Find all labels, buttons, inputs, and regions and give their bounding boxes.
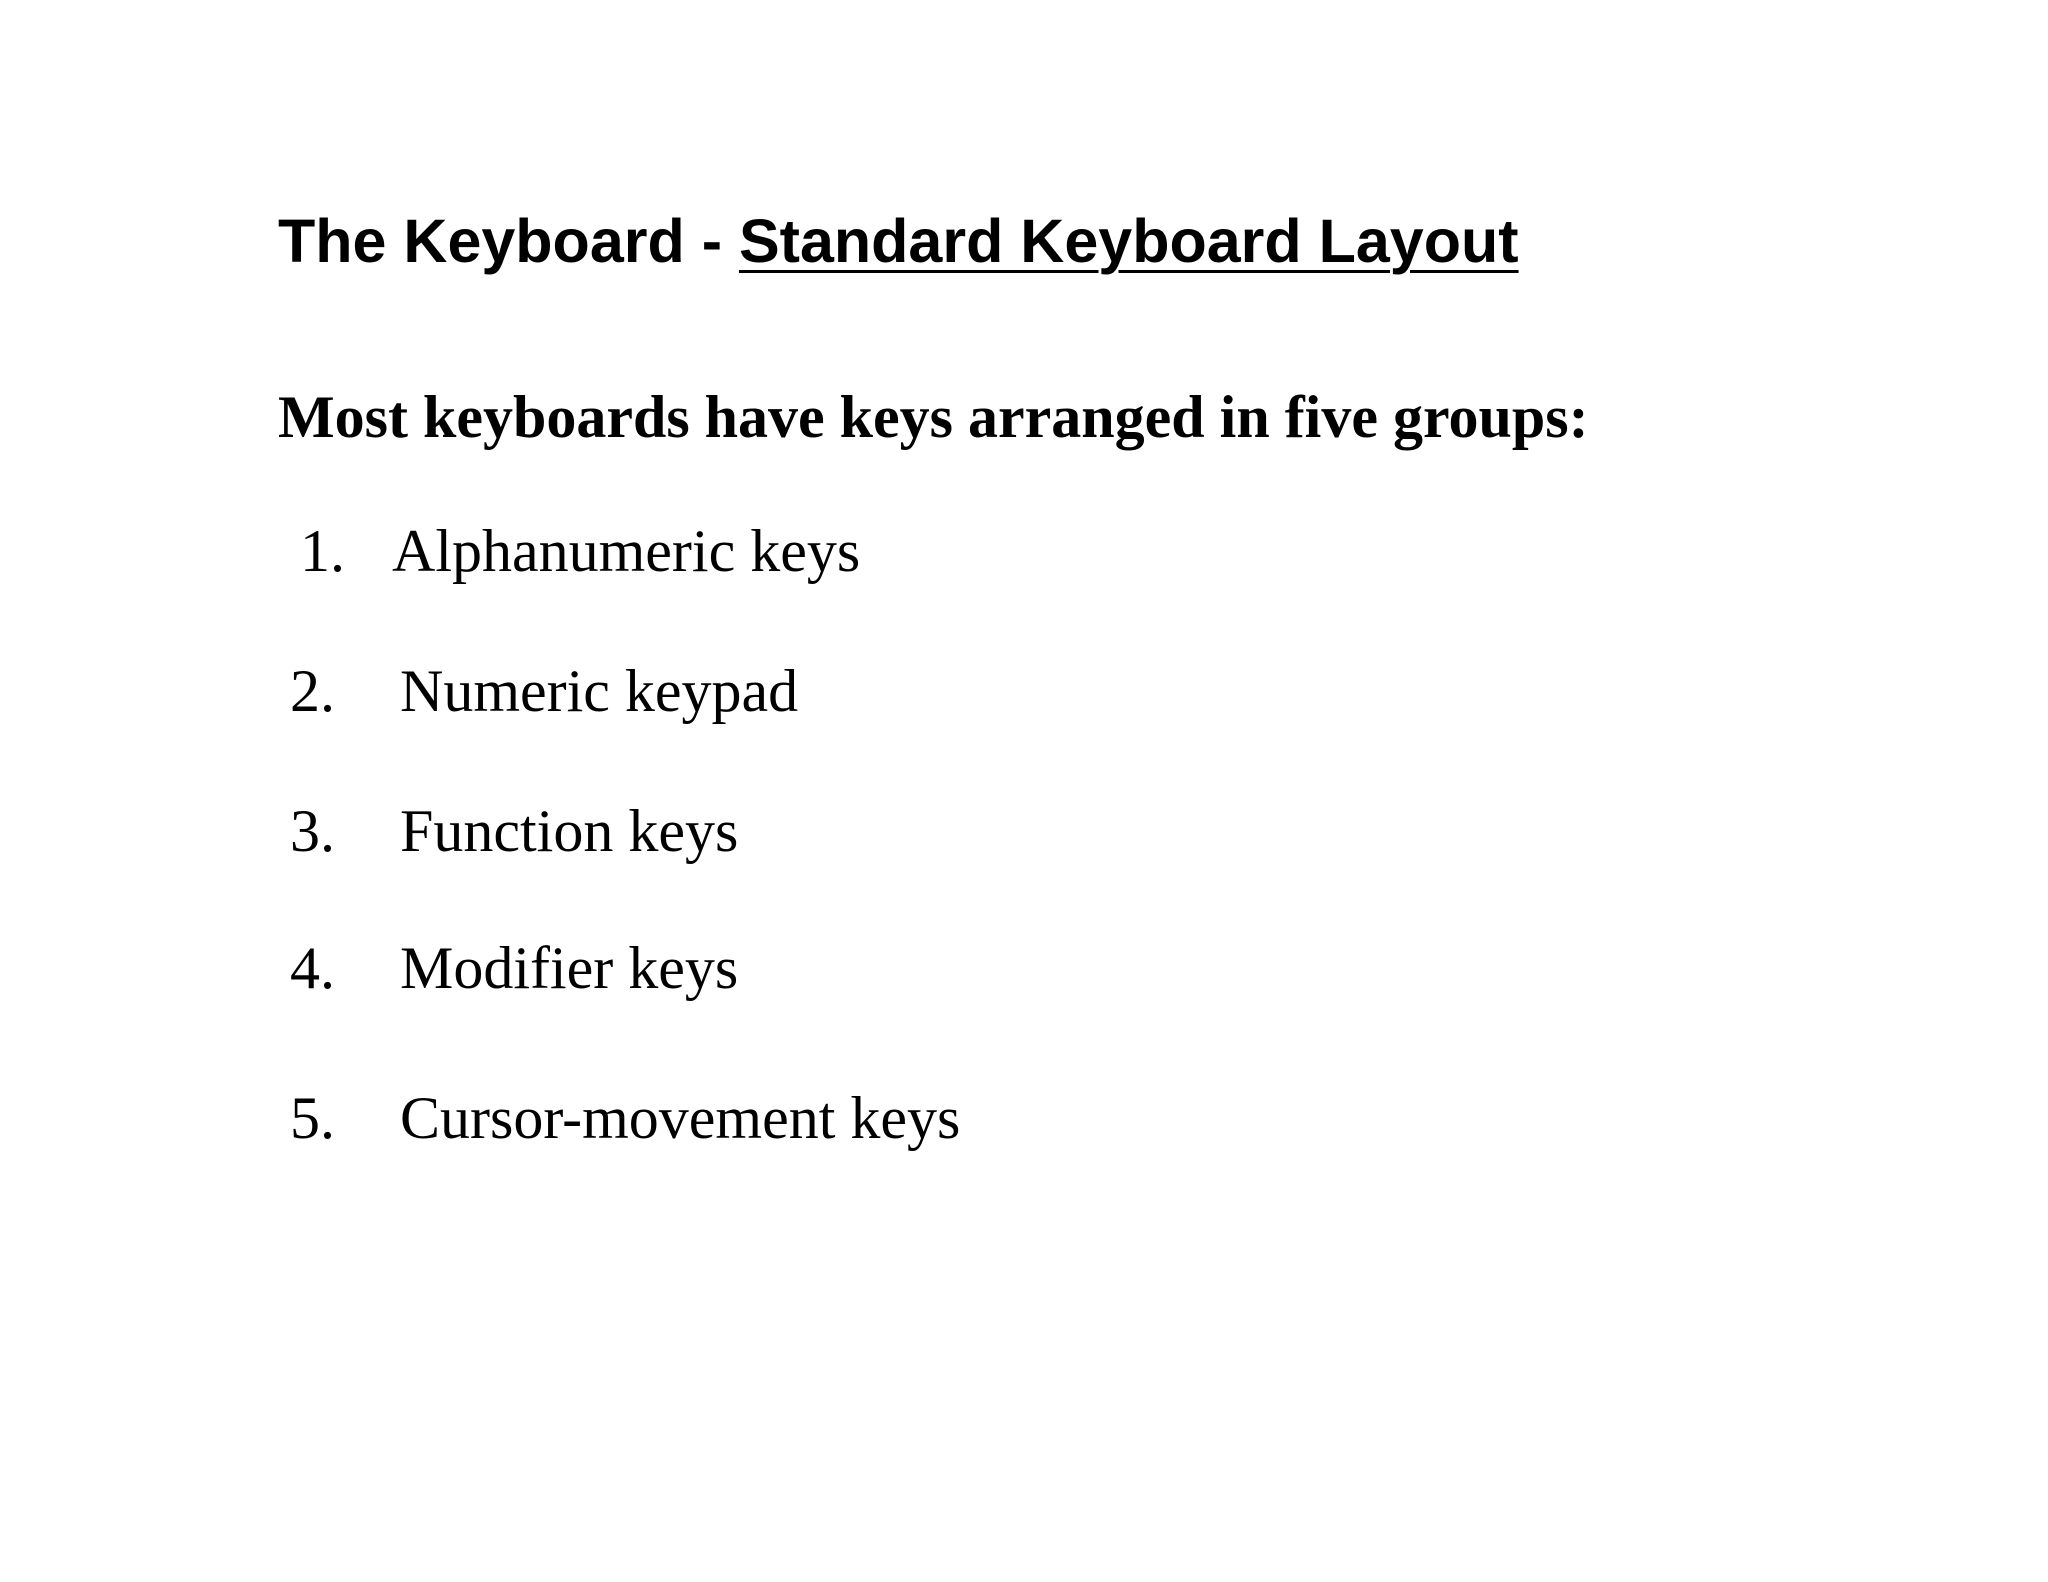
list-item-number: 2.: [290, 658, 335, 724]
list-item-number: 5.: [290, 1085, 335, 1151]
list-item-number: 1.: [300, 518, 345, 584]
list-item-label: Alphanumeric keys: [392, 518, 861, 584]
list-item-label: Function keys: [400, 798, 739, 864]
list-item-number: 3.: [290, 798, 335, 864]
intro-heading: Most keyboards have keys arranged in five groups:: [278, 384, 1589, 450]
list-item-label: Numeric keypad: [400, 658, 799, 724]
title-underlined: Standard Keyboard Layout: [738, 207, 1519, 275]
list-item-number: 4.: [290, 935, 335, 1001]
title-prefix: The Keyboard -: [278, 207, 739, 275]
list-item-label: Modifier keys: [400, 935, 739, 1001]
page-title: [278, 208, 1519, 275]
list-item-label: Cursor-movement keys: [400, 1085, 961, 1151]
